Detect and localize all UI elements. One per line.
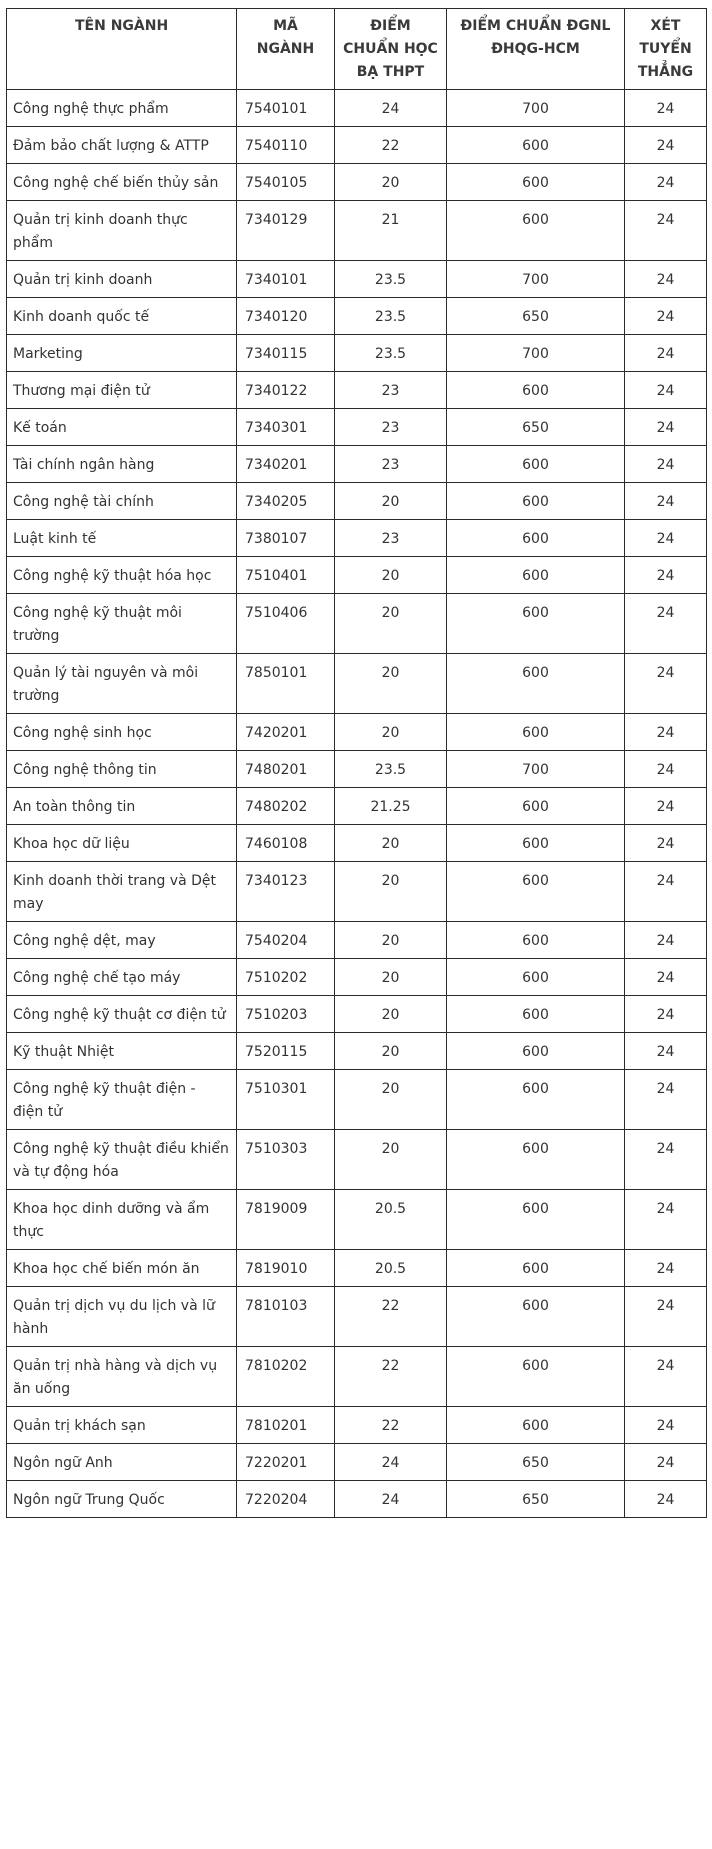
direct-admission-cell: 24 bbox=[625, 164, 707, 201]
major-code-cell: 7510202 bbox=[237, 959, 335, 996]
major-code-cell: 7480202 bbox=[237, 788, 335, 825]
major-name-cell: Công nghệ chế tạo máy bbox=[7, 959, 237, 996]
header-major-name: TÊN NGÀNH bbox=[7, 9, 237, 90]
hocba-score-cell: 22 bbox=[335, 1287, 447, 1347]
direct-admission-cell: 24 bbox=[625, 1407, 707, 1444]
hocba-score-cell: 20 bbox=[335, 714, 447, 751]
dgnl-score-cell: 600 bbox=[447, 127, 625, 164]
hocba-score-cell: 20 bbox=[335, 483, 447, 520]
table-row bbox=[7, 654, 707, 714]
hocba-score-cell: 20 bbox=[335, 594, 447, 654]
hocba-score-cell: 21.25 bbox=[335, 788, 447, 825]
direct-admission-cell: 24 bbox=[625, 1444, 707, 1481]
direct-admission-cell: 24 bbox=[625, 483, 707, 520]
direct-admission-cell: 24 bbox=[625, 1250, 707, 1287]
direct-admission-cell: 24 bbox=[625, 862, 707, 922]
table-row bbox=[7, 825, 707, 862]
major-code-cell: 7540101 bbox=[237, 90, 335, 127]
admission-scores-table bbox=[6, 8, 707, 1518]
major-name-cell: Thương mại điện tử bbox=[7, 372, 237, 409]
direct-admission-cell: 24 bbox=[625, 825, 707, 862]
direct-admission-cell: 24 bbox=[625, 261, 707, 298]
major-name-cell: Tài chính ngân hàng bbox=[7, 446, 237, 483]
table-row bbox=[7, 372, 707, 409]
major-code-cell: 7510301 bbox=[237, 1070, 335, 1130]
major-code-cell: 7340101 bbox=[237, 261, 335, 298]
hocba-score-cell: 24 bbox=[335, 90, 447, 127]
hocba-score-cell: 20 bbox=[335, 557, 447, 594]
major-name-cell: An toàn thông tin bbox=[7, 788, 237, 825]
major-name-cell: Đảm bảo chất lượng & ATTP bbox=[7, 127, 237, 164]
dgnl-score-cell: 600 bbox=[447, 959, 625, 996]
direct-admission-cell: 24 bbox=[625, 557, 707, 594]
major-name-cell: Công nghệ kỹ thuật hóa học bbox=[7, 557, 237, 594]
dgnl-score-cell: 600 bbox=[447, 654, 625, 714]
major-name-cell: Quản trị nhà hàng và dịch vụ ăn uống bbox=[7, 1347, 237, 1407]
table-row bbox=[7, 1070, 707, 1130]
dgnl-score-cell: 600 bbox=[447, 557, 625, 594]
direct-admission-cell: 24 bbox=[625, 594, 707, 654]
major-name-cell: Công nghệ kỹ thuật điện - điện tử bbox=[7, 1070, 237, 1130]
hocba-score-cell: 23.5 bbox=[335, 751, 447, 788]
major-code-cell: 7460108 bbox=[237, 825, 335, 862]
hocba-score-cell: 23.5 bbox=[335, 335, 447, 372]
table-row bbox=[7, 201, 707, 261]
direct-admission-cell: 24 bbox=[625, 751, 707, 788]
major-code-cell: 7520115 bbox=[237, 1033, 335, 1070]
header-dgnl-score: ĐIỂM CHUẨN ĐGNL ĐHQG-HCM bbox=[447, 9, 625, 90]
dgnl-score-cell: 600 bbox=[447, 1347, 625, 1407]
hocba-score-cell: 20 bbox=[335, 959, 447, 996]
major-code-cell: 7540110 bbox=[237, 127, 335, 164]
hocba-score-cell: 22 bbox=[335, 127, 447, 164]
major-name-cell: Marketing bbox=[7, 335, 237, 372]
major-code-cell: 7510406 bbox=[237, 594, 335, 654]
major-code-cell: 7810202 bbox=[237, 1347, 335, 1407]
table-row bbox=[7, 1407, 707, 1444]
direct-admission-cell: 24 bbox=[625, 372, 707, 409]
direct-admission-cell: 24 bbox=[625, 201, 707, 261]
major-code-cell: 7510401 bbox=[237, 557, 335, 594]
table-row bbox=[7, 996, 707, 1033]
major-name-cell: Khoa học chế biến món ăn bbox=[7, 1250, 237, 1287]
table-row bbox=[7, 594, 707, 654]
dgnl-score-cell: 700 bbox=[447, 751, 625, 788]
major-code-cell: 7340122 bbox=[237, 372, 335, 409]
table-row bbox=[7, 520, 707, 557]
hocba-score-cell: 21 bbox=[335, 201, 447, 261]
major-code-cell: 7340301 bbox=[237, 409, 335, 446]
dgnl-score-cell: 600 bbox=[447, 1190, 625, 1250]
table-row bbox=[7, 409, 707, 446]
direct-admission-cell: 24 bbox=[625, 788, 707, 825]
direct-admission-cell: 24 bbox=[625, 959, 707, 996]
major-code-cell: 7340115 bbox=[237, 335, 335, 372]
direct-admission-cell: 24 bbox=[625, 520, 707, 557]
hocba-score-cell: 23 bbox=[335, 520, 447, 557]
table-row bbox=[7, 483, 707, 520]
hocba-score-cell: 23.5 bbox=[335, 298, 447, 335]
table-row bbox=[7, 1033, 707, 1070]
table-row bbox=[7, 788, 707, 825]
hocba-score-cell: 24 bbox=[335, 1444, 447, 1481]
table-body bbox=[7, 90, 707, 1518]
major-name-cell: Khoa học dinh dưỡng và ẩm thực bbox=[7, 1190, 237, 1250]
hocba-score-cell: 20 bbox=[335, 164, 447, 201]
table-row bbox=[7, 959, 707, 996]
dgnl-score-cell: 600 bbox=[447, 446, 625, 483]
table-row bbox=[7, 862, 707, 922]
table-row bbox=[7, 1347, 707, 1407]
major-code-cell: 7340120 bbox=[237, 298, 335, 335]
dgnl-score-cell: 600 bbox=[447, 483, 625, 520]
major-name-cell: Công nghệ thông tin bbox=[7, 751, 237, 788]
major-code-cell: 7510303 bbox=[237, 1130, 335, 1190]
table-row bbox=[7, 1130, 707, 1190]
direct-admission-cell: 24 bbox=[625, 409, 707, 446]
hocba-score-cell: 23 bbox=[335, 446, 447, 483]
table-row bbox=[7, 164, 707, 201]
major-code-cell: 7810103 bbox=[237, 1287, 335, 1347]
dgnl-score-cell: 600 bbox=[447, 996, 625, 1033]
major-code-cell: 7220204 bbox=[237, 1481, 335, 1518]
dgnl-score-cell: 600 bbox=[447, 1407, 625, 1444]
major-code-cell: 7420201 bbox=[237, 714, 335, 751]
table-row bbox=[7, 1444, 707, 1481]
dgnl-score-cell: 600 bbox=[447, 788, 625, 825]
dgnl-score-cell: 600 bbox=[447, 714, 625, 751]
dgnl-score-cell: 650 bbox=[447, 409, 625, 446]
hocba-score-cell: 22 bbox=[335, 1407, 447, 1444]
dgnl-score-cell: 600 bbox=[447, 594, 625, 654]
major-code-cell: 7340129 bbox=[237, 201, 335, 261]
table-row bbox=[7, 261, 707, 298]
table-row bbox=[7, 714, 707, 751]
major-code-cell: 7540105 bbox=[237, 164, 335, 201]
dgnl-score-cell: 700 bbox=[447, 90, 625, 127]
header-row bbox=[7, 9, 707, 90]
table-row bbox=[7, 751, 707, 788]
major-name-cell: Quản trị kinh doanh bbox=[7, 261, 237, 298]
dgnl-score-cell: 600 bbox=[447, 1130, 625, 1190]
hocba-score-cell: 20 bbox=[335, 1130, 447, 1190]
direct-admission-cell: 24 bbox=[625, 654, 707, 714]
major-name-cell: Công nghệ kỹ thuật cơ điện tử bbox=[7, 996, 237, 1033]
major-code-cell: 7380107 bbox=[237, 520, 335, 557]
direct-admission-cell: 24 bbox=[625, 1033, 707, 1070]
hocba-score-cell: 20 bbox=[335, 922, 447, 959]
dgnl-score-cell: 600 bbox=[447, 922, 625, 959]
major-name-cell: Công nghệ kỹ thuật môi trường bbox=[7, 594, 237, 654]
header-direct-admission: XÉT TUYỂN THẲNG bbox=[625, 9, 707, 90]
hocba-score-cell: 20.5 bbox=[335, 1250, 447, 1287]
hocba-score-cell: 20 bbox=[335, 1033, 447, 1070]
dgnl-score-cell: 600 bbox=[447, 372, 625, 409]
table-row bbox=[7, 127, 707, 164]
major-name-cell: Công nghệ thực phẩm bbox=[7, 90, 237, 127]
major-name-cell: Kế toán bbox=[7, 409, 237, 446]
major-name-cell: Công nghệ sinh học bbox=[7, 714, 237, 751]
major-code-cell: 7510203 bbox=[237, 996, 335, 1033]
dgnl-score-cell: 600 bbox=[447, 1250, 625, 1287]
direct-admission-cell: 24 bbox=[625, 1481, 707, 1518]
direct-admission-cell: 24 bbox=[625, 446, 707, 483]
dgnl-score-cell: 600 bbox=[447, 1070, 625, 1130]
direct-admission-cell: 24 bbox=[625, 1070, 707, 1130]
dgnl-score-cell: 600 bbox=[447, 1287, 625, 1347]
dgnl-score-cell: 600 bbox=[447, 825, 625, 862]
major-name-cell: Công nghệ chế biến thủy sản bbox=[7, 164, 237, 201]
major-name-cell: Kỹ thuật Nhiệt bbox=[7, 1033, 237, 1070]
direct-admission-cell: 24 bbox=[625, 1190, 707, 1250]
hocba-score-cell: 20 bbox=[335, 654, 447, 714]
dgnl-score-cell: 650 bbox=[447, 1444, 625, 1481]
direct-admission-cell: 24 bbox=[625, 1130, 707, 1190]
major-name-cell: Kinh doanh thời trang và Dệt may bbox=[7, 862, 237, 922]
table-row bbox=[7, 335, 707, 372]
hocba-score-cell: 23 bbox=[335, 409, 447, 446]
admission-scores-table-wrapper bbox=[6, 8, 707, 1518]
major-name-cell: Công nghệ tài chính bbox=[7, 483, 237, 520]
direct-admission-cell: 24 bbox=[625, 922, 707, 959]
dgnl-score-cell: 600 bbox=[447, 164, 625, 201]
major-code-cell: 7819009 bbox=[237, 1190, 335, 1250]
table-row bbox=[7, 1250, 707, 1287]
table-row bbox=[7, 1287, 707, 1347]
dgnl-score-cell: 700 bbox=[447, 335, 625, 372]
hocba-score-cell: 20 bbox=[335, 862, 447, 922]
major-code-cell: 7819010 bbox=[237, 1250, 335, 1287]
table-row bbox=[7, 1190, 707, 1250]
hocba-score-cell: 20 bbox=[335, 1070, 447, 1130]
direct-admission-cell: 24 bbox=[625, 298, 707, 335]
major-code-cell: 7480201 bbox=[237, 751, 335, 788]
major-name-cell: Ngôn ngữ Trung Quốc bbox=[7, 1481, 237, 1518]
hocba-score-cell: 24 bbox=[335, 1481, 447, 1518]
major-name-cell: Luật kinh tế bbox=[7, 520, 237, 557]
major-name-cell: Ngôn ngữ Anh bbox=[7, 1444, 237, 1481]
dgnl-score-cell: 650 bbox=[447, 298, 625, 335]
major-name-cell: Công nghệ kỹ thuật điều khiển và tự động hóa bbox=[7, 1130, 237, 1190]
direct-admission-cell: 24 bbox=[625, 714, 707, 751]
direct-admission-cell: 24 bbox=[625, 335, 707, 372]
major-code-cell: 7340123 bbox=[237, 862, 335, 922]
dgnl-score-cell: 600 bbox=[447, 862, 625, 922]
dgnl-score-cell: 600 bbox=[447, 201, 625, 261]
major-code-cell: 7810201 bbox=[237, 1407, 335, 1444]
direct-admission-cell: 24 bbox=[625, 90, 707, 127]
header-hocba-score: ĐIỂM CHUẨN HỌC BẠ THPT bbox=[335, 9, 447, 90]
major-name-cell: Công nghệ dệt, may bbox=[7, 922, 237, 959]
dgnl-score-cell: 700 bbox=[447, 261, 625, 298]
major-code-cell: 7340205 bbox=[237, 483, 335, 520]
major-name-cell: Quản trị dịch vụ du lịch và lữ hành bbox=[7, 1287, 237, 1347]
table-row bbox=[7, 298, 707, 335]
hocba-score-cell: 20 bbox=[335, 825, 447, 862]
hocba-score-cell: 20.5 bbox=[335, 1190, 447, 1250]
table-row bbox=[7, 446, 707, 483]
header-major-code: MÃ NGÀNH bbox=[237, 9, 335, 90]
table-row bbox=[7, 1481, 707, 1518]
direct-admission-cell: 24 bbox=[625, 1287, 707, 1347]
table-row bbox=[7, 922, 707, 959]
dgnl-score-cell: 600 bbox=[447, 520, 625, 557]
major-code-cell: 7340201 bbox=[237, 446, 335, 483]
major-name-cell: Khoa học dữ liệu bbox=[7, 825, 237, 862]
direct-admission-cell: 24 bbox=[625, 1347, 707, 1407]
major-code-cell: 7850101 bbox=[237, 654, 335, 714]
hocba-score-cell: 23.5 bbox=[335, 261, 447, 298]
direct-admission-cell: 24 bbox=[625, 996, 707, 1033]
dgnl-score-cell: 650 bbox=[447, 1481, 625, 1518]
major-code-cell: 7540204 bbox=[237, 922, 335, 959]
major-name-cell: Quản lý tài nguyên và môi trường bbox=[7, 654, 237, 714]
dgnl-score-cell: 600 bbox=[447, 1033, 625, 1070]
hocba-score-cell: 22 bbox=[335, 1347, 447, 1407]
major-name-cell: Quản trị khách sạn bbox=[7, 1407, 237, 1444]
table-row bbox=[7, 90, 707, 127]
major-code-cell: 7220201 bbox=[237, 1444, 335, 1481]
hocba-score-cell: 23 bbox=[335, 372, 447, 409]
major-name-cell: Kinh doanh quốc tế bbox=[7, 298, 237, 335]
major-name-cell: Quản trị kinh doanh thực phẩm bbox=[7, 201, 237, 261]
table-row bbox=[7, 557, 707, 594]
hocba-score-cell: 20 bbox=[335, 996, 447, 1033]
direct-admission-cell: 24 bbox=[625, 127, 707, 164]
